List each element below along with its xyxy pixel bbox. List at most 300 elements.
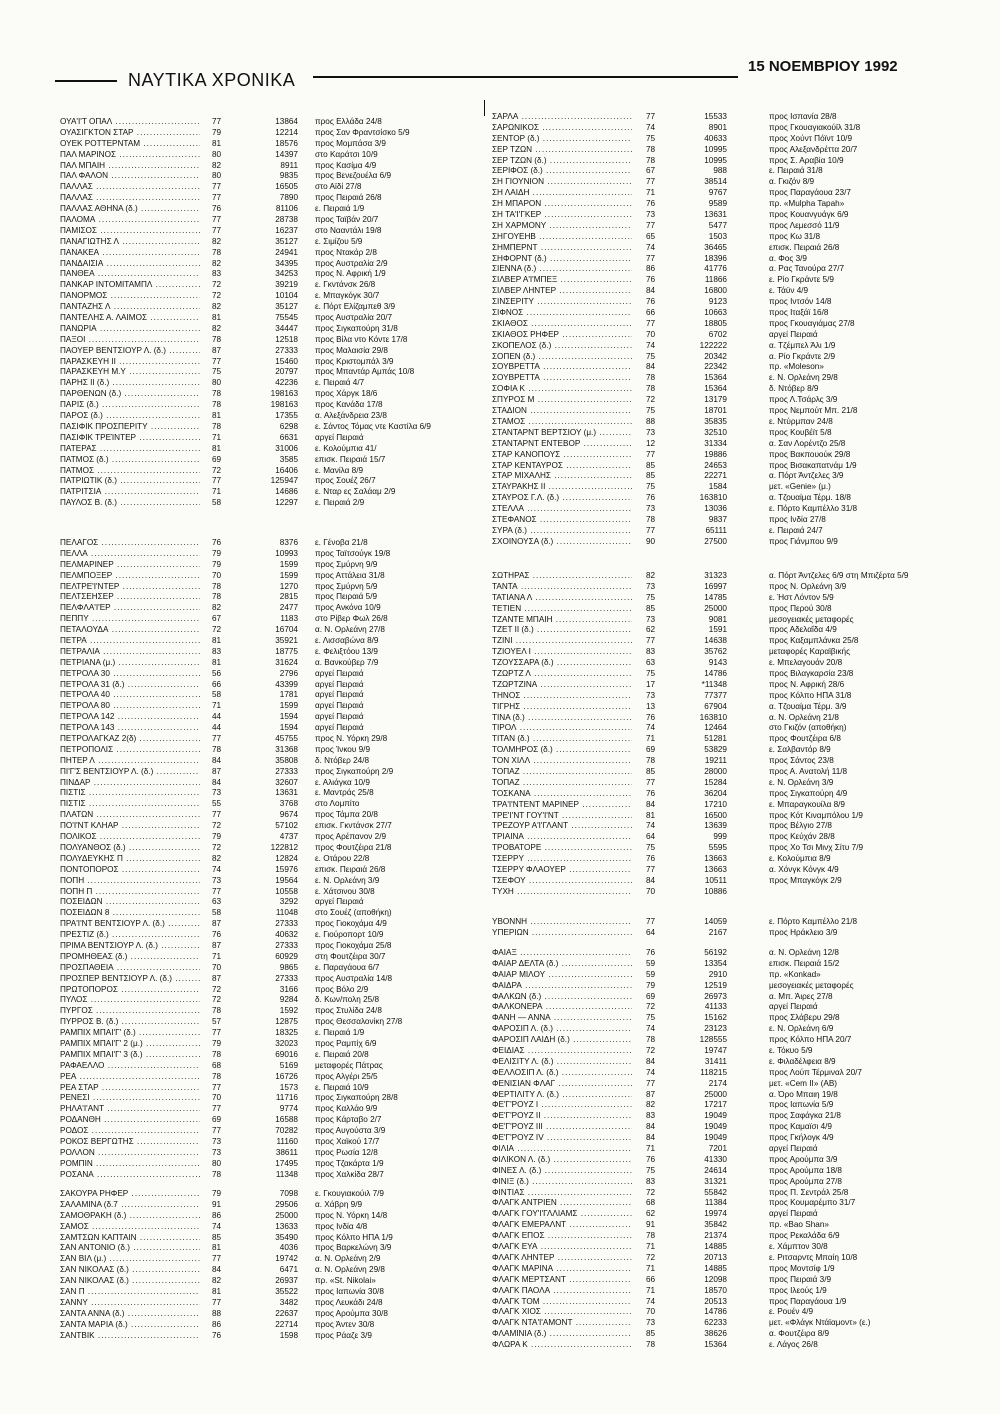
build-year: 73 bbox=[212, 1136, 222, 1146]
ship-name: ΠΑΞΟΙ ..... bbox=[60, 335, 200, 346]
tonnage: 19049 bbox=[704, 1122, 727, 1132]
ship-position: ε. Νταρ ες Σαλάαμ 2/9 bbox=[315, 487, 396, 497]
build-year: 76 bbox=[646, 712, 656, 722]
tonnage: 60929 bbox=[275, 951, 298, 961]
build-year: 71 bbox=[212, 432, 222, 442]
build-year: 77 bbox=[646, 1078, 656, 1088]
tonnage: 32510 bbox=[704, 427, 727, 437]
tonnage: 2910 bbox=[708, 969, 727, 979]
ship-name: ΠΑΣΙΦΙΚ ΠΡΟΣΠΕΡΙΤΥ ..... bbox=[60, 422, 200, 433]
build-year: 74 bbox=[646, 1067, 656, 1077]
tonnage: 19886 bbox=[704, 449, 727, 459]
ship-name: ΣΤΑΝΤΑΡΝΤ ΒΕΡΤΣΙΟΥ (μ.) ..... bbox=[492, 428, 632, 439]
build-year: 82 bbox=[212, 258, 222, 268]
ship-name: ΣΗ ΧΑΡΜΟΝΥ ..... bbox=[492, 221, 632, 232]
ship-name: ΣΗΓΟΥΕΗΒ ..... bbox=[492, 232, 632, 243]
tonnage: 12464 bbox=[704, 723, 727, 733]
ship-name: ΥΠΕΡΙΩΝ ..... bbox=[492, 928, 632, 939]
tonnage: 28000 bbox=[704, 767, 727, 777]
ship-name: ΠΥΡΡΟΣ Β. (δ.) ..... bbox=[60, 1017, 200, 1028]
tonnage: 9123 bbox=[708, 297, 727, 307]
tonnage: 27333 bbox=[275, 345, 298, 355]
ship-name: ΣΑΝΤΑ ΜΑΡΙΑ (δ.) ..... bbox=[60, 1320, 200, 1331]
ship-name: ΦΑΙΔΡΑ ..... bbox=[492, 981, 632, 992]
ship-position: προς Κουβέϊτ 5/8 bbox=[769, 427, 832, 437]
ship-position: προς Άντεν 30/8 bbox=[315, 1319, 375, 1329]
ship-name: ΣΚΙΑΘΟΣ ..... bbox=[492, 319, 632, 330]
ship-name: ΣΑΝ ΝΙΚΟΛΑΣ (δ.) ..... bbox=[60, 1276, 200, 1287]
tonnage: 3482 bbox=[279, 1297, 298, 1307]
ship-name: ΡΟΣΑΝΑ ..... bbox=[60, 1170, 200, 1181]
build-year: 79 bbox=[212, 548, 222, 558]
ship-name: ΠΟΠΗ Π ..... bbox=[60, 887, 200, 898]
tonnage: 2477 bbox=[279, 603, 298, 613]
build-year: 72 bbox=[646, 1046, 656, 1056]
ship-position: στο Αϊδί 27/8 bbox=[315, 182, 362, 192]
build-year: 77 bbox=[212, 1126, 222, 1136]
ship-name: ΟΥΑΣΙΓΚΤΟΝ ΣΤΑΡ ..... bbox=[60, 128, 200, 139]
build-year: 69 bbox=[212, 1115, 222, 1125]
build-year: 83 bbox=[646, 647, 656, 657]
ship-position: προς Κότ Κιναμπόλου 1/9 bbox=[769, 810, 863, 820]
build-year: 71 bbox=[646, 1242, 656, 1252]
tonnage: 13631 bbox=[275, 788, 298, 798]
tonnage: 122812 bbox=[270, 842, 298, 852]
ship-position: ε. Λισσαβώνα 8/9 bbox=[315, 636, 379, 646]
build-year: 77 bbox=[212, 810, 222, 820]
build-year: 75 bbox=[646, 351, 656, 361]
ship-name: ΣΙΝΣΕΡΙΤΥ ..... bbox=[492, 297, 632, 308]
ship-position: προς Χαλκίδα 28/7 bbox=[315, 1169, 384, 1179]
build-year: 80 bbox=[212, 149, 222, 159]
build-year: 91 bbox=[646, 1220, 656, 1230]
ship-name: ΣΩΤΗΡΑΣ ..... bbox=[492, 571, 632, 582]
build-year: 74 bbox=[646, 340, 656, 350]
tonnage: 62233 bbox=[704, 1318, 727, 1328]
ship-name: ΠΑΝΟΡΜΟΣ ..... bbox=[60, 291, 200, 302]
build-year: 85 bbox=[646, 471, 656, 481]
ship-position: προς Ανκόνα 10/9 bbox=[315, 603, 381, 613]
ship-position: προς Ν. Υόρκη 29/8 bbox=[315, 734, 388, 744]
ship-position: προς Αρέπανον 2/9 bbox=[315, 832, 387, 842]
ship-position: προς Βισακαπατνάμ 1/9 bbox=[769, 460, 857, 470]
build-year: 71 bbox=[212, 701, 222, 711]
tonnage: 2796 bbox=[279, 668, 298, 678]
ship-name: ΤΥΧΗ ..... bbox=[492, 887, 632, 898]
ship-position: μεσογειακές μεταφορές bbox=[769, 614, 854, 624]
ship-position: προς Αλγέρι 25/5 bbox=[315, 1071, 378, 1081]
build-year: 55 bbox=[212, 799, 222, 809]
ship-name: ΠΕΤΑΛΟΥΔΑ ..... bbox=[60, 625, 200, 636]
build-year: 80 bbox=[212, 378, 222, 388]
ship-name: ΤΡΕ'Ι'ΝΤ ΓΟΥ'Ι'ΝΤ ..... bbox=[492, 811, 632, 822]
tonnage: 16997 bbox=[704, 581, 727, 591]
ship-name: ΣΤΑΡ ΚΕΝΤΑΥΡΟΣ ..... bbox=[492, 461, 632, 472]
build-year: 73 bbox=[646, 504, 656, 514]
build-year: 72 bbox=[212, 842, 222, 852]
ship-name: ΠΟΣΕΙΔΩΝ 8 ..... bbox=[60, 908, 200, 919]
build-year: 73 bbox=[646, 614, 656, 624]
ship-position: προς Βαρκελώνη 3/9 bbox=[315, 1243, 392, 1253]
ship-name: ΦΛΑΓΚ ΕΜΕΡΑΛΝΤ ..... bbox=[492, 1220, 632, 1231]
tonnage: 24614 bbox=[704, 1165, 727, 1175]
ship-name: ΠΙ'Γ'Σ ΒΕΝΤΣΙΟΥΡ Λ. (δ.) ..... bbox=[60, 767, 200, 778]
build-year: 84 bbox=[646, 286, 656, 296]
build-year: 66 bbox=[646, 1274, 656, 1284]
tonnage: 9767 bbox=[708, 188, 727, 198]
tonnage: 53829 bbox=[704, 745, 727, 755]
tonnage: 16237 bbox=[275, 225, 298, 235]
ship-position: προς Ίνκου 9/9 bbox=[315, 744, 370, 754]
tonnage: 16500 bbox=[704, 810, 727, 820]
build-year: 77 bbox=[212, 1254, 222, 1264]
ship-name: ΠΑΤΡΙΤΣΙΑ ..... bbox=[60, 487, 200, 498]
build-year: 77 bbox=[212, 1082, 222, 1092]
ship-position: στη Φουτζέιρα 30/7 bbox=[315, 951, 386, 961]
ship-position: ε. Ρίο Γκράντε 5/9 bbox=[769, 275, 834, 285]
build-year: 75 bbox=[646, 133, 656, 143]
ship-name: ΤΑΝΤΑ ..... bbox=[492, 582, 632, 593]
tonnage: 19049 bbox=[704, 1133, 727, 1143]
build-year: 75 bbox=[646, 592, 656, 602]
build-year: 78 bbox=[212, 592, 222, 602]
tonnage: 3292 bbox=[279, 897, 298, 907]
ship-name: ΠΕΤΡΟΛΑ 80 ..... bbox=[60, 701, 200, 712]
ship-name: ΦΛΑΓΚ ΧΙΟΣ ..... bbox=[492, 1307, 632, 1318]
build-year: 85 bbox=[646, 460, 656, 470]
ship-name: ΠΑΤΕΡΑΣ ..... bbox=[60, 444, 200, 455]
ship-position: στο Λομπίτο bbox=[315, 799, 360, 809]
ship-name: ΠΟ'Ι'ΝΤ ΚΛΗΑΡ ..... bbox=[60, 821, 200, 832]
ship-position: προς Καξαμπλάνκα 25/8 bbox=[769, 636, 859, 646]
ship-position: προς Αυστραλία 2/9 bbox=[315, 258, 388, 268]
tonnage: 999 bbox=[713, 832, 727, 842]
build-year: 83 bbox=[646, 1111, 656, 1121]
ship-position: ε. Σάντος Τόμας ντε Καστίλα 6/9 bbox=[315, 421, 431, 431]
build-year: 90 bbox=[646, 536, 656, 546]
ship-name: ΤΟΣΚΑΝΑ ..... bbox=[492, 789, 632, 800]
ship-position: προς Αλεξανδρέττα 20/7 bbox=[769, 144, 858, 154]
column-divider bbox=[484, 100, 485, 116]
ship-name: ΤΡΟΒΑΤΟΡΕ ..... bbox=[492, 843, 632, 854]
build-year: 77 bbox=[646, 865, 656, 875]
ship-name: ΣΟΠΕΝ (δ.) ..... bbox=[492, 352, 632, 363]
ship-name: ΠΟΠΗ ..... bbox=[60, 876, 200, 887]
ship-position: προς Κόλπο ΗΠΑ 1/9 bbox=[315, 1232, 393, 1242]
ship-name: ΠΙΣΤΙΣ ..... bbox=[60, 799, 200, 810]
build-year: 71 bbox=[212, 487, 222, 497]
ship-name: ΣΠΥΡΟΣ Μ ..... bbox=[492, 395, 632, 406]
ship-position: προς Αυστραλία 14/8 bbox=[315, 973, 393, 983]
ship-position: ε. Μαντράς 25/8 bbox=[315, 788, 374, 798]
ship-name: ΡΕΑ ..... bbox=[60, 1072, 200, 1083]
ship-position: αργεί Πειραιά bbox=[315, 897, 364, 907]
ship-name: ΠΡΙΜΑ ΒΕΝΤΣΙΟΥΡ Λ. (δ.) ..... bbox=[60, 941, 200, 952]
ship-name: ΠΑΝΘΕΑ ..... bbox=[60, 269, 200, 280]
ship-position: ε. Μπαραγκουίλα 8/9 bbox=[769, 799, 845, 809]
ship-name: ΣΑΝ ΑΝΤΟΝΙΟ (δ.) ..... bbox=[60, 1243, 200, 1254]
tonnage: 6631 bbox=[279, 432, 298, 442]
ship-position: προς Σ. Αραβία 10/9 bbox=[769, 155, 844, 165]
tonnage: 32607 bbox=[275, 777, 298, 787]
build-year: 79 bbox=[646, 980, 656, 990]
ship-name: ΠΡΟΣΠΕΡ ΒΕΝΤΣΙΟΥΡ Λ. (δ.) ..... bbox=[60, 974, 200, 985]
build-year: 65 bbox=[646, 231, 656, 241]
ship-position: προς Ελλάδα 24/8 bbox=[315, 117, 382, 126]
tonnage: 28738 bbox=[275, 215, 298, 225]
ship-name: ΠΑΤΜΟΣ ..... bbox=[60, 466, 200, 477]
ship-position: ε. Παραγάουα 6/7 bbox=[315, 962, 380, 972]
ship-name: ΤΑΤΙΑΝΑ Λ ..... bbox=[492, 593, 632, 604]
build-year: 78 bbox=[212, 389, 222, 399]
build-year: 78 bbox=[646, 1231, 656, 1241]
tonnage: 16505 bbox=[275, 182, 298, 192]
tonnage: 14885 bbox=[704, 1242, 727, 1252]
ship-name: ΤΖΙΟΥΕΛ Ι ..... bbox=[492, 647, 632, 658]
tonnage: 3166 bbox=[279, 984, 298, 994]
ship-name: ΤΙΤΑΝ (δ.) ..... bbox=[492, 734, 632, 745]
ship-position: προς Αδελαΐδα 4/9 bbox=[769, 625, 837, 635]
ship-position: προς Κασίμα 4/9 bbox=[315, 160, 377, 170]
build-year: 76 bbox=[646, 1154, 656, 1164]
ship-position: α. Χάβρη 9/9 bbox=[315, 1199, 363, 1209]
tonnage: 11048 bbox=[275, 908, 298, 918]
tonnage: 22714 bbox=[275, 1319, 298, 1329]
tonnage: 13631 bbox=[704, 210, 727, 220]
build-year: 80 bbox=[212, 1158, 222, 1168]
header-rule-right bbox=[313, 76, 738, 78]
build-year: 79 bbox=[212, 832, 222, 842]
build-year: 76 bbox=[212, 1330, 222, 1340]
ship-name: ΟΥΑ'Ι'Τ ΟΠΑΛ ..... bbox=[60, 117, 200, 128]
tonnage: 15284 bbox=[704, 777, 727, 787]
ship-position: μετ. «Φλάγκ Ντάϊαμοντ» (ε.) bbox=[769, 1318, 871, 1328]
build-year: 76 bbox=[646, 493, 656, 503]
build-year: 84 bbox=[212, 755, 222, 765]
ship-name: ΠΑΝΤΑΖΗΣ Λ ..... bbox=[60, 302, 200, 313]
ship-position: προς Αττάλεια 31/8 bbox=[315, 570, 385, 580]
ship-position: στο Ρίβερ Φωλ 26/8 bbox=[315, 614, 388, 624]
ship-position: επισκ. Πειραιά 15/2 bbox=[769, 958, 840, 968]
tonnage: 7098 bbox=[279, 1189, 298, 1198]
ship-name: ΦΕΙΔΙΑΣ ..... bbox=[492, 1046, 632, 1057]
tonnage: 14885 bbox=[704, 1263, 727, 1273]
ship-name: ΣΥΡΑ (δ.) ..... bbox=[492, 526, 632, 537]
tonnage: 13639 bbox=[704, 821, 727, 831]
ship-position: α. Ν. Ορλεάνη 2/9 bbox=[315, 1254, 381, 1264]
ship-name: ΦΑΛΚΩΝ (δ.) ..... bbox=[492, 992, 632, 1003]
tonnage: 26937 bbox=[275, 1276, 298, 1286]
tonnage: 45755 bbox=[275, 734, 298, 744]
tonnage: 163810 bbox=[699, 712, 727, 722]
tonnage: 1592 bbox=[279, 1006, 298, 1016]
build-year: 86 bbox=[212, 1210, 222, 1220]
ship-position: ε. Ν. Ορλεάνη 6/9 bbox=[769, 1024, 834, 1034]
ship-position: προς Χαϊκού 17/7 bbox=[315, 1136, 380, 1146]
ship-position: προς Ταϊβάν 20/7 bbox=[315, 215, 379, 225]
ship-name: ΦΑΙΑΡ ΔΕΛΤΑ (δ.) ..... bbox=[492, 959, 632, 970]
ship-position: προς Χο Τσι Μινχ Σίτυ 7/9 bbox=[769, 843, 864, 853]
ship-name: ΠΕΤΡΟΠΟΛΙΣ ..... bbox=[60, 745, 200, 756]
ship-name: ΡΟΛΛΟΝ ..... bbox=[60, 1148, 200, 1159]
tonnage: 5595 bbox=[708, 843, 727, 853]
ship-position: προς Παραγάουα 1/9 bbox=[769, 1296, 847, 1306]
ship-position: ε. Πειραιά 4/7 bbox=[315, 378, 365, 388]
tonnage: 35127 bbox=[275, 236, 298, 246]
ship-name: ΠΟΣΕΙΔΩΝ ..... bbox=[60, 897, 200, 908]
tonnage: 21374 bbox=[704, 1231, 727, 1241]
ship-name: ΦΑΝΗ — ΑΝΝΑ ..... bbox=[492, 1013, 632, 1024]
tonnage: 70282 bbox=[275, 1126, 298, 1136]
build-year: 87 bbox=[646, 1089, 656, 1099]
build-year: 83 bbox=[212, 646, 222, 656]
ship-name: ΦΛΑΓΚ ΝΤΑ'Ι'ΑΜΟΝΤ ..... bbox=[492, 1318, 632, 1329]
build-year: 78 bbox=[212, 1169, 222, 1179]
build-year: 77 bbox=[646, 253, 656, 263]
ship-name: ΡΑΦΑΕΛΛΟ ..... bbox=[60, 1061, 200, 1072]
build-year: 64 bbox=[646, 832, 656, 842]
build-year: 85 bbox=[646, 603, 656, 613]
ship-position: προς Σμύρνη 5/9 bbox=[315, 581, 378, 591]
build-year: 86 bbox=[212, 1319, 222, 1329]
build-year: 72 bbox=[212, 465, 222, 475]
build-year: 82 bbox=[212, 323, 222, 333]
build-year: 74 bbox=[646, 1296, 656, 1306]
build-year: 83 bbox=[212, 269, 222, 279]
ship-position: επισκ. Πειραιά 26/8 bbox=[769, 242, 840, 252]
ship-position: προς Κω 31/8 bbox=[769, 231, 821, 241]
tonnage: 19049 bbox=[704, 1111, 727, 1121]
tonnage: 27333 bbox=[275, 973, 298, 983]
tonnage: 7890 bbox=[279, 193, 298, 203]
ship-name: ΡΑΜΠΙΧ ΜΠΑΙ'Γ' 2 (μ.) ..... bbox=[60, 1039, 200, 1050]
ship-position: προς Στυλίδα 24/8 bbox=[315, 1006, 382, 1016]
build-year: 72 bbox=[212, 821, 222, 831]
build-year: 12 bbox=[646, 438, 656, 448]
tonnage: 13864 bbox=[275, 117, 298, 126]
ship-name: ΣΤΕΛΛΑ ..... bbox=[492, 504, 632, 515]
ship-name: ΠΑΝΔΑΙΣΙΑ ..... bbox=[60, 259, 200, 270]
ship-name: ΠΑΛ ΦΑΛΟΝ ..... bbox=[60, 171, 200, 182]
ship-name: ΣΚΟΠΕΛΟΣ (δ.) ..... bbox=[492, 341, 632, 352]
ship-name: ΣΗΜΠΕΡΝΤ ..... bbox=[492, 243, 632, 254]
ship-name: ΦΕΛΙΣΙΤΥ Λ. (δ.) ..... bbox=[492, 1057, 632, 1068]
ship-name: ΣΤΑΡ ΜΙΧΑΛΗΣ ..... bbox=[492, 471, 632, 482]
tonnage: 10663 bbox=[704, 308, 727, 318]
tonnage: 31006 bbox=[275, 443, 298, 453]
build-year: 78 bbox=[212, 334, 222, 344]
ship-name: ΦΕ'Γ'ΡΟΥΖ ΙΙ ..... bbox=[492, 1111, 632, 1122]
ship-position: προς Πειραιά 5/9 bbox=[315, 592, 378, 602]
build-year: 81 bbox=[212, 138, 222, 148]
ship-name: ΠΕΤΡΙΑΝΑ (μ.) ..... bbox=[60, 658, 200, 669]
build-year: 59 bbox=[646, 969, 656, 979]
ship-position: προς Λευκάδι 24/8 bbox=[315, 1297, 383, 1307]
tonnage: 6471 bbox=[279, 1265, 298, 1275]
ship-name: ΣΙΦΝΟΣ ..... bbox=[492, 308, 632, 319]
ship-position: ε. Πειραιά 31/8 bbox=[769, 166, 823, 176]
ship-position: προς Μαλαισία 29/8 bbox=[315, 345, 388, 355]
ship-name: ΠΕΤΡΟΛΑΓΚΑΖ 2(δ) ..... bbox=[60, 734, 200, 745]
ship-name: ΠΑΛ ΜΑΡΙΝΟΣ ..... bbox=[60, 150, 200, 161]
build-year: 71 bbox=[646, 1144, 656, 1154]
tonnage: 13036 bbox=[704, 504, 727, 514]
tonnage: 10995 bbox=[704, 155, 727, 165]
build-year: 74 bbox=[646, 723, 656, 733]
ship-name: ΠΑΡΗΣ ΙΙ (δ.) ..... bbox=[60, 378, 200, 389]
tonnage: 27333 bbox=[275, 919, 298, 929]
ship-name: ΠΑΤΡΙΩΤΙΚ (δ.) ..... bbox=[60, 476, 200, 487]
ship-position: ε. Γένοβα 21/8 bbox=[315, 538, 368, 547]
ship-name: ΣΑΝ Π ..... bbox=[60, 1287, 200, 1298]
ship-name: ΤΡΑ'Ι'ΝΤΕΝΤ ΜΑΡΙΝΕΡ ..... bbox=[492, 800, 632, 811]
tonnage: 18325 bbox=[275, 1028, 298, 1038]
ship-name: ΣΑΝ ΝΙΚΟΛΑΣ (δ.) ..... bbox=[60, 1265, 200, 1276]
build-year: 62 bbox=[646, 625, 656, 635]
build-year: 77 bbox=[646, 917, 656, 926]
tonnage: 19747 bbox=[704, 1046, 727, 1056]
tonnage: 11716 bbox=[275, 1093, 298, 1103]
ship-position: ε. Γκουγιακούιλ 7/9 bbox=[315, 1189, 384, 1198]
ship-name: ΤΗΝΟΣ ..... bbox=[492, 691, 632, 702]
ship-name: ΠΑΜΙΣΟΣ ..... bbox=[60, 226, 200, 237]
tonnage: 9143 bbox=[708, 658, 727, 668]
tonnage: 198163 bbox=[270, 400, 298, 410]
ship-position: ε. Σιμίζου 5/9 bbox=[315, 236, 363, 246]
ship-name: ΠΕΛΜΑΡΙΝΕΡ ..... bbox=[60, 560, 200, 571]
ship-position: προς Κριστομπάλ 3/9 bbox=[315, 356, 394, 366]
build-year: 82 bbox=[212, 1276, 222, 1286]
ship-name: ΤΟΝ ΧΙΛΛ ..... bbox=[492, 756, 632, 767]
tonnage: 17217 bbox=[704, 1100, 727, 1110]
tonnage: 69016 bbox=[275, 1049, 298, 1059]
build-year: 76 bbox=[646, 275, 656, 285]
ship-position: ε. Πειραιά 2/9 bbox=[315, 498, 365, 508]
build-year: 82 bbox=[212, 603, 222, 613]
tonnage: 38611 bbox=[275, 1147, 298, 1157]
ship-name: ΣΗΦΟΡΝΤ (δ.) ..... bbox=[492, 254, 632, 265]
ship-position: ε. Φελιξτόου 13/9 bbox=[315, 646, 378, 656]
tonnage: 14638 bbox=[704, 636, 727, 646]
tonnage: 15364 bbox=[704, 384, 727, 394]
ship-name: ΣΕΡΙΦΟΣ (δ.) ..... bbox=[492, 166, 632, 177]
ship-position: προς Βέλγιο 27/8 bbox=[769, 821, 832, 831]
ship-position: στο Γκιζόν (αποθήκη) bbox=[769, 723, 847, 733]
build-year: 84 bbox=[646, 799, 656, 809]
ship-position: επισκ. Πειραιά 15/7 bbox=[315, 454, 386, 464]
ship-position: προς Ιταξάϊ 16/8 bbox=[769, 308, 829, 318]
ship-position: ε. Γιούροπορτ 10/9 bbox=[315, 930, 384, 940]
ship-position: προς Κάρταβο 2/7 bbox=[315, 1115, 382, 1125]
build-year: 73 bbox=[212, 1147, 222, 1157]
ship-position: προς Νεμπούτ Μπ. 21/8 bbox=[769, 406, 858, 416]
ship-name: ΠΕΤΡΑΛΙΑ ..... bbox=[60, 647, 200, 658]
ship-name: ΣΤΑΥΡΑΚΗΣ ΙΙ ..... bbox=[492, 482, 632, 493]
ship-name: ΤΙΓΡΗΣ ..... bbox=[492, 702, 632, 713]
ship-position: αργεί Πειραιά bbox=[769, 329, 818, 339]
ship-position: α. Ν. Ορλεάνη 12/8 bbox=[769, 948, 839, 957]
tonnage: 18775 bbox=[275, 646, 298, 656]
build-year: 76 bbox=[646, 199, 656, 209]
tonnage: 1183 bbox=[280, 614, 298, 624]
build-year: 62 bbox=[646, 1209, 656, 1219]
build-year: 71 bbox=[646, 1285, 656, 1295]
ship-name: ΣΗ ΤΑ'Ι'ΓΚΕΡ ..... bbox=[492, 210, 632, 221]
build-year: 77 bbox=[212, 1028, 222, 1038]
build-year: 77 bbox=[212, 215, 222, 225]
ship-position: ε. Πόρτο Καμπέλλο 31/8 bbox=[769, 504, 858, 514]
ship-position: προς Ιντσόν 14/8 bbox=[769, 297, 832, 307]
